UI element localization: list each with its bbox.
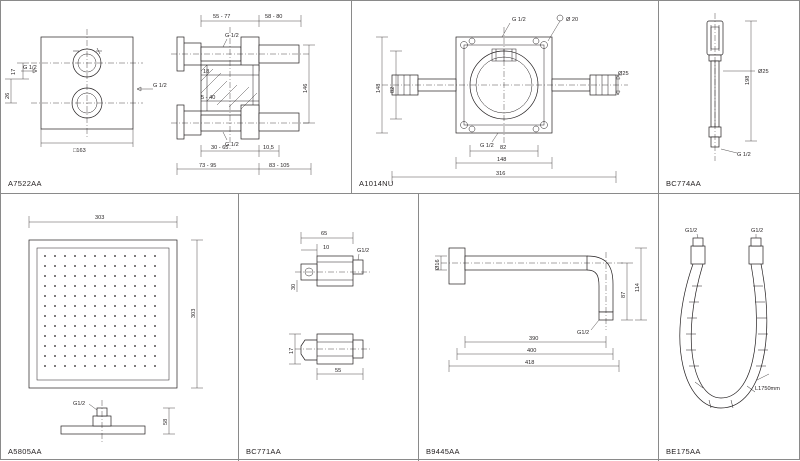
svg-text:G1/2: G1/2 (751, 228, 764, 234)
svg-text:390: 390 (529, 336, 539, 342)
svg-text:G 1/2: G 1/2 (225, 33, 239, 39)
svg-text:18: 18 (203, 69, 210, 75)
panel-code: BE175AA (666, 447, 701, 456)
svg-text:17: 17 (289, 347, 295, 354)
svg-text:L1750mm: L1750mm (755, 386, 780, 392)
svg-text:G 1/2: G 1/2 (512, 17, 526, 23)
svg-text:83 - 105: 83 - 105 (269, 163, 290, 169)
svg-text:418: 418 (525, 360, 535, 366)
svg-text:Ø 20: Ø 20 (566, 17, 579, 23)
drawing-b9445aa (419, 194, 658, 461)
svg-text:10: 10 (323, 245, 330, 251)
panel-code: BC774AA (666, 179, 702, 188)
panel-a7522aa (1, 1, 352, 194)
svg-text:303: 303 (191, 308, 197, 318)
svg-text:73 - 95: 73 - 95 (199, 163, 217, 169)
svg-text:G1/2: G1/2 (685, 228, 698, 234)
drawing-a7522aa (1, 1, 351, 193)
panel-bc771aa (239, 194, 419, 461)
svg-text:55 - 77: 55 - 77 (213, 14, 231, 20)
svg-text:303: 303 (95, 215, 105, 221)
svg-text:82: 82 (500, 145, 507, 151)
svg-text:65: 65 (321, 231, 328, 237)
svg-text:G1/2: G1/2 (73, 401, 86, 407)
svg-text:58 - 80: 58 - 80 (265, 14, 283, 20)
svg-text:30: 30 (291, 283, 297, 290)
svg-text:G 1/2: G 1/2 (225, 142, 239, 148)
drawing-bc774aa (659, 1, 800, 193)
svg-text:58: 58 (163, 418, 169, 425)
svg-text:26: 26 (5, 92, 11, 99)
svg-text:Ø25: Ø25 (618, 71, 629, 77)
drawing-be175aa (659, 194, 800, 461)
panel-a5805aa (1, 194, 239, 461)
svg-text:Ø16: Ø16 (435, 259, 441, 270)
svg-text:G 1/2: G 1/2 (23, 65, 37, 71)
panel-a1014nu (352, 1, 659, 194)
svg-text:G 1/2: G 1/2 (153, 83, 167, 89)
svg-text:5 - 40: 5 - 40 (201, 95, 216, 101)
svg-text:Ø25: Ø25 (758, 69, 769, 75)
svg-text:148: 148 (376, 83, 382, 93)
svg-text:400: 400 (527, 348, 537, 354)
panel-code: A5805AA (8, 447, 42, 456)
svg-text:55: 55 (335, 368, 342, 374)
panel-be175aa (659, 194, 800, 461)
panel-b9445aa (419, 194, 659, 461)
svg-text:G 1/2: G 1/2 (737, 152, 751, 158)
svg-text:148: 148 (497, 157, 507, 163)
svg-text:198: 198 (745, 75, 751, 85)
panel-bc774aa (659, 1, 800, 194)
svg-text:G1/2: G1/2 (357, 248, 370, 254)
svg-text:316: 316 (496, 171, 506, 177)
svg-text:□163: □163 (73, 148, 86, 154)
svg-text:17: 17 (11, 68, 17, 75)
svg-text:G1/2: G1/2 (577, 330, 590, 336)
svg-text:87: 87 (621, 291, 627, 298)
panel-code: BC771AA (246, 447, 282, 456)
svg-text:146: 146 (303, 83, 309, 93)
svg-text:114: 114 (635, 283, 641, 292)
svg-text:82: 82 (390, 86, 396, 93)
drawing-a1014nu (352, 1, 658, 193)
panel-code: A1014NU (359, 179, 394, 188)
panel-code: B9445AA (426, 447, 460, 456)
svg-text:30 - 65: 30 - 65 (211, 145, 229, 151)
drawing-bc771aa (239, 194, 418, 461)
panel-code: A7522AA (8, 179, 42, 188)
svg-text:G 1/2: G 1/2 (480, 143, 494, 149)
svg-text:10,5: 10,5 (263, 145, 274, 151)
drawing-a5805aa (1, 194, 238, 461)
